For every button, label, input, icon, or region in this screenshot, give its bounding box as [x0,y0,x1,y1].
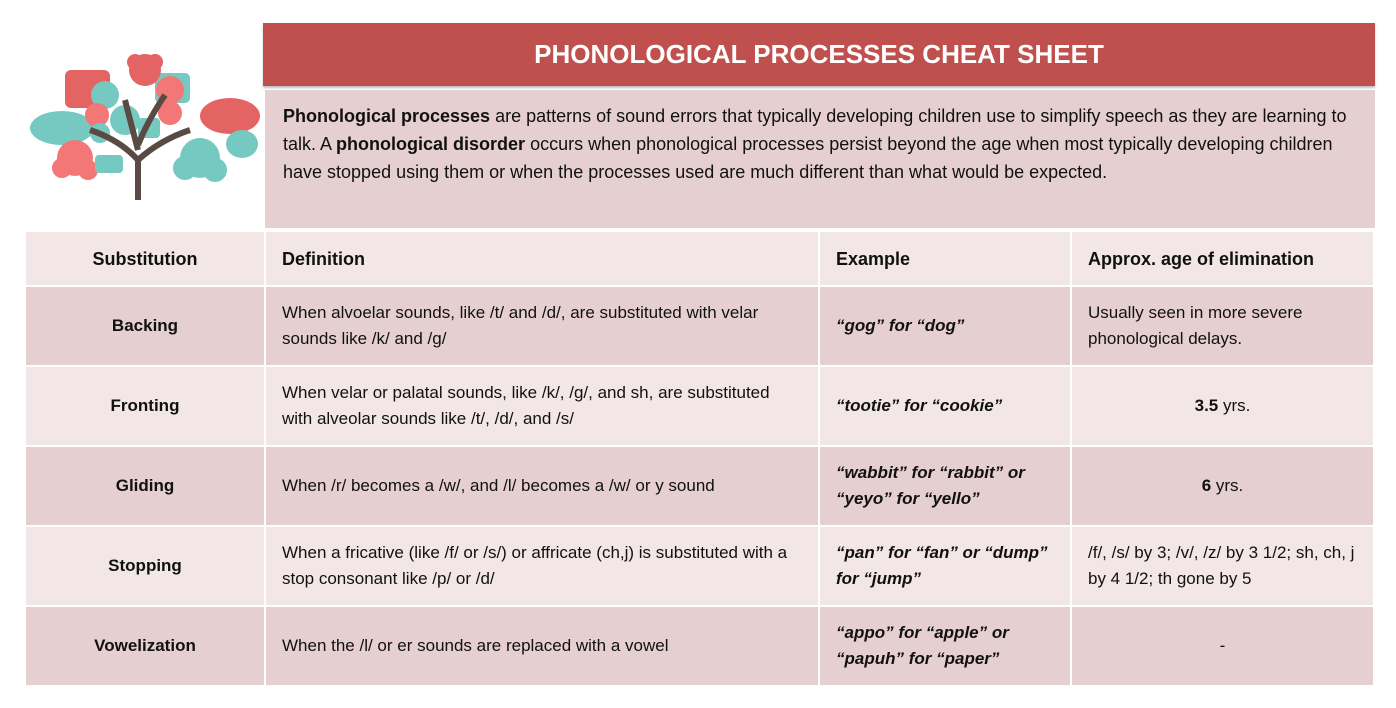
process-example: “wabbit” for “rabbit” or “yeyo” for “yello” [819,446,1071,526]
age-text: /f/, /s/ by 3; /v/, /z/ by 3 1/2; sh, ch, j by 4 1/2; th gone by 5 [1088,543,1355,588]
process-name: Backing [25,286,265,366]
intro-text: occurs when phonological processes persist beyond the age when most typically developing children have stopped using them or when the processes used are much different than what would be expected. [283,134,1333,182]
age-text: yrs. [1211,476,1244,495]
intro-paragraph [265,90,1375,228]
table-row [25,366,1374,446]
process-example: “appo” for “apple” or “papuh” for “paper” [819,606,1071,686]
term-phonological-disorder: phonological disorder [336,134,526,154]
table-row [25,606,1374,686]
process-name: Stopping [25,526,265,606]
elimination-age [1071,366,1374,446]
process-example: “gog” for “dog” [819,286,1071,366]
age-value: 3.5 [1194,396,1219,415]
process-name: Gliding [25,446,265,526]
table-row [25,446,1374,526]
page-title: PHONOLOGICAL PROCESSES CHEAT SHEET [263,23,1375,86]
process-name: Vowelization [25,606,265,686]
process-example: “pan” for “fan” or “dump” for “jump” [819,526,1071,606]
table-header-row [25,231,1374,286]
age-text: yrs. [1218,396,1251,415]
process-definition: When velar or palatal sounds, like /k/, /g/, and sh, are substituted with alveolar sounds like /t/, /d/, and /s/ [265,366,819,446]
age-text: Usually seen in more severe phonological delays. [1088,303,1303,348]
process-example: “tootie” for “cookie” [819,366,1071,446]
process-definition: When the /l/ or er sounds are replaced with a vowel [265,606,819,686]
speech-tree-logo-icon [20,40,260,210]
header-age: Approx. age of elimination [1071,231,1374,286]
header-substitution: Substitution [25,231,265,286]
elimination-age [1071,606,1374,686]
intro-text: are patterns of sound errors that typically developing children use to simplify speech as they are learning to talk. A [283,106,1347,154]
age-text: - [1219,636,1226,655]
header-example: Example [819,231,1071,286]
process-name: Fronting [25,366,265,446]
elimination-age [1071,526,1374,606]
elimination-age [1071,286,1374,366]
table-row [25,526,1374,606]
process-definition: When a fricative (like /f/ or /s/) or affricate (ch,j) is substituted with a stop consonant like /p/ or /d/ [265,526,819,606]
header-definition: Definition [265,231,819,286]
elimination-age [1071,446,1374,526]
process-definition: When alvoelar sounds, like /t/ and /d/, are substituted with velar sounds like /k/ and /g/ [265,286,819,366]
process-definition: When /r/ becomes a /w/, and /l/ becomes a /w/ or y sound [265,446,819,526]
table-row [25,286,1374,366]
age-value: 6 [1201,476,1212,495]
term-phonological-processes: Phonological processes [283,106,491,126]
processes-table [24,230,1375,687]
